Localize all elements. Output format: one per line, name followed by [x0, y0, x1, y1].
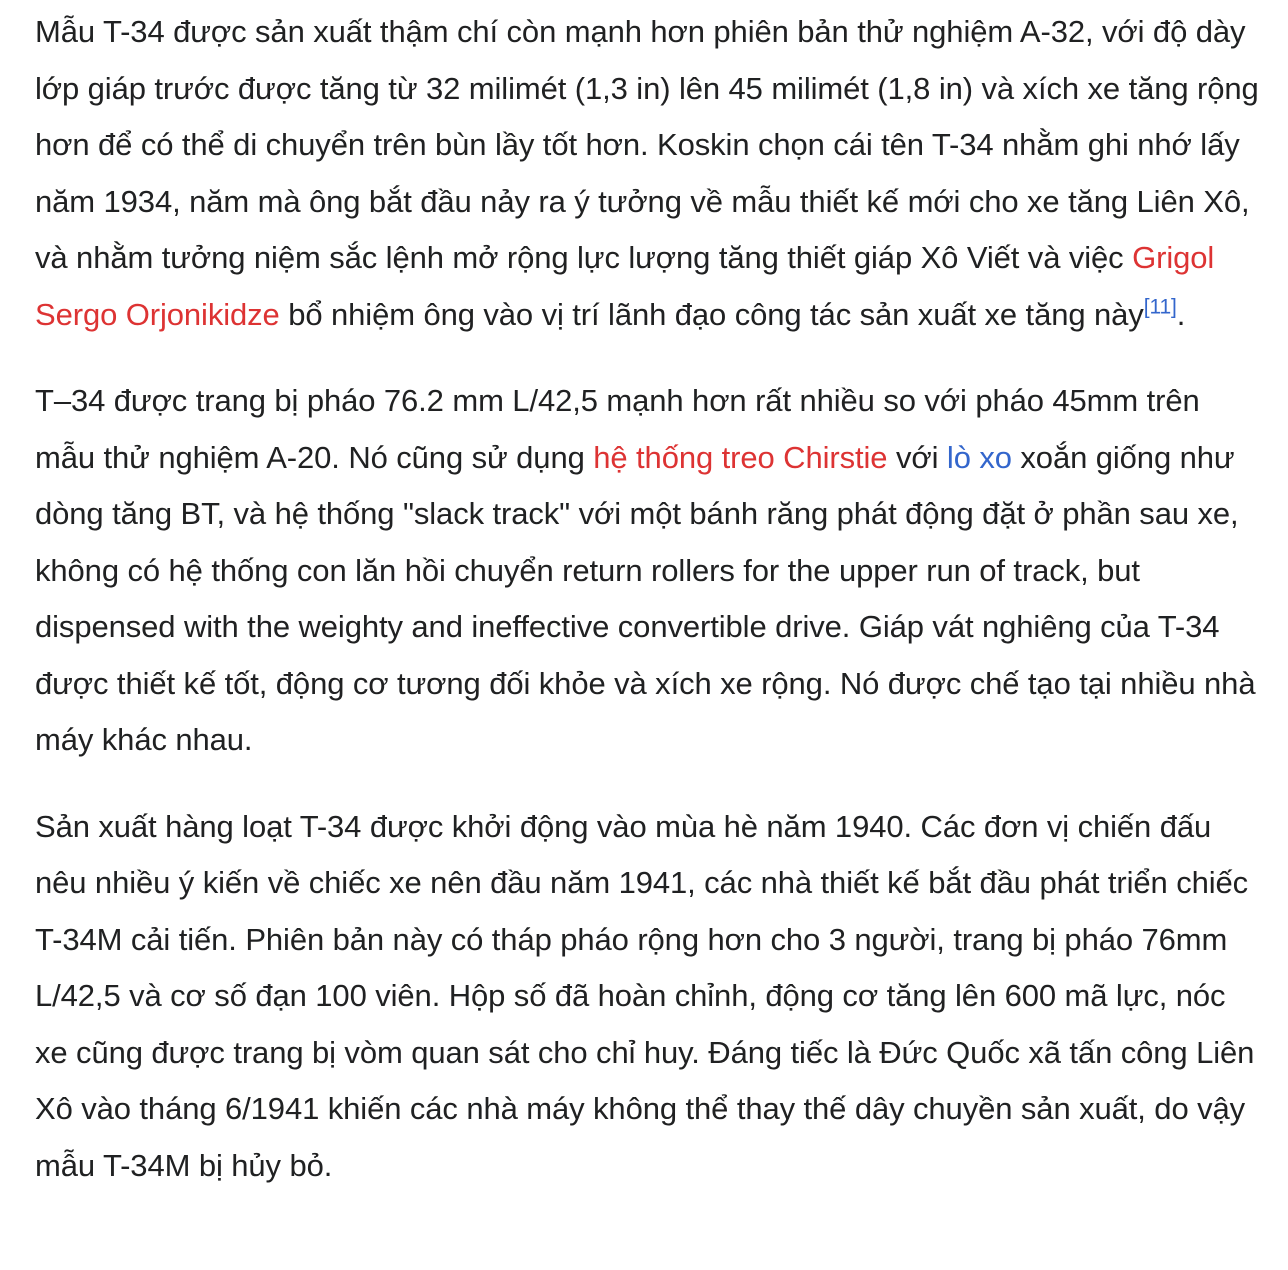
- paragraph-2: [35, 373, 1260, 769]
- paragraph-3-text: Sản xuất hàng loạt T-34 được khởi động vào mùa hè năm 1940. Các đơn vị chiến đấu nêu nhiều ý kiến về chiếc xe nên đầu năm 1941, các nhà thiết kế bắt đầu phát triển chiếc T-34M cải tiến. Phiên bản này có tháp pháo rộng hơn cho 3 người, trang bị pháo 76mm L/42,5 và cơ số đạn 100 viên. Hộp số đã hoàn chỉnh, động cơ tăng lên 600 mã lực, nóc xe cũng được trang bị vòm quan sát cho chỉ huy. Đáng tiếc là Đức Quốc xã tấn công Liên Xô vào tháng 6/1941 khiến các nhà máy không thể thay thế dây chuyền sản xuất, do vậy mẫu T-34M bị hủy bỏ.: [35, 808, 1255, 1183]
- link-lo-xo[interactable]: lò xo: [946, 439, 1012, 475]
- citation-link-11[interactable]: [11]: [1143, 295, 1177, 319]
- paragraph-3: [35, 799, 1260, 1195]
- paragraph-1-text-c: .: [1176, 296, 1186, 332]
- paragraph-1-text-b: bổ nhiệm ông vào vị trí lãnh đạo công tác sản xuất xe tăng này: [279, 296, 1144, 332]
- article-body: [35, 4, 1260, 1194]
- link-he-thong-treo-chirstie[interactable]: hệ thống treo Chirstie: [593, 439, 888, 475]
- paragraph-2-text-b: với: [887, 439, 947, 475]
- paragraph-1: [35, 4, 1260, 343]
- paragraph-2-text-a: T–34 được trang bị pháo 76.2 mm L/42,5 mạnh hơn rất nhiều so với pháo 45mm trên mẫu thử nghiệm A-20. Nó cũng sử dụng: [35, 383, 1200, 475]
- link-grigol-sergo-orjonikidze[interactable]: Grigol Sergo Orjonikidze: [35, 240, 1215, 332]
- paragraph-2-text-c: xoắn giống như dòng tăng BT, và hệ thống "slack track" với một bánh răng phát động đặt ở phần sau xe, không có hệ thống con lăn hồi chuyển return rollers for the upper run of track, but dispensed with the weighty and ineffective convertible drive. Giáp vát nghiêng của T-34 được thiết kế tốt, động cơ tương đối khỏe và xích xe rộng. Nó được chế tạo tại nhiều nhà máy khác nhau.: [35, 439, 1256, 757]
- paragraph-1-text-a: Mẫu T-34 được sản xuất thậm chí còn mạnh hơn phiên bản thử nghiệm A-32, với độ dày lớp giáp trước được tăng từ 32 milimét (1,3 in) lên 45 milimét (1,8 in) và xích xe tăng rộng hơn để có thể di chuyển trên bùn lầy tốt hơn. Koskin chọn cái tên T-34 nhằm ghi nhớ lấy năm 1934, năm mà ông bắt đầu nảy ra ý tưởng về mẫu thiết kế mới cho xe tăng Liên Xô, và nhằm tưởng niệm sắc lệnh mở rộng lực lượng tăng thiết giáp Xô Viết và việc: [35, 14, 1259, 275]
